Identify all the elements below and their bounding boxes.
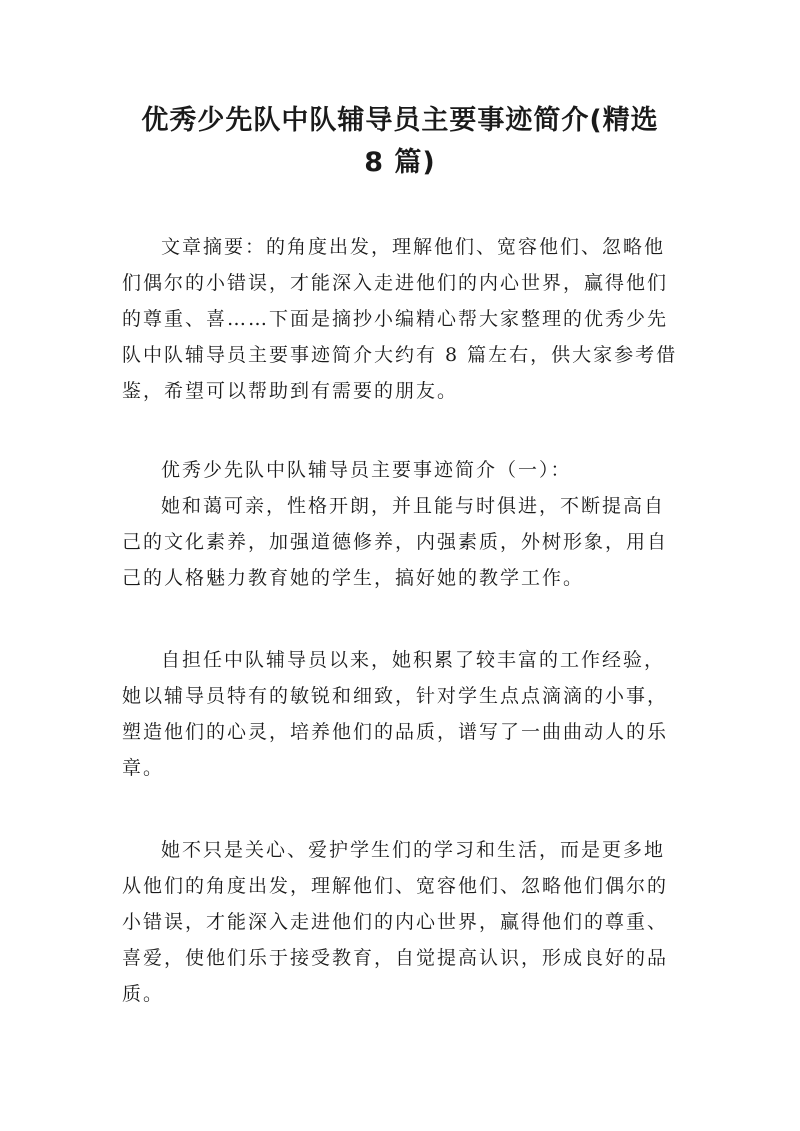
paragraph-2-line-4: 章。 <box>122 757 165 779</box>
paragraph-3-line-4: 喜爱，使他们乐于接受教育，自觉提高认识，形成良好的品 <box>122 947 669 969</box>
paragraph-1-line-2: 己的文化素养，加强道德修养，内强素质，外树形象，用自 <box>122 531 669 553</box>
document-title-line-1: 优秀少先队中队辅导员主要事迹简介(精选 <box>141 105 659 136</box>
paragraph-1-line-1: 她和蔼可亲，性格开朗，并且能与时俱进，不断提高自 <box>161 495 666 517</box>
paragraph-2-line-2: 她以辅导员特有的敏锐和细致，针对学生点点滴滴的小事， <box>122 685 669 707</box>
abstract-line-3: 的尊重、喜……下面是摘抄小编精心帮大家整理的优秀少先 <box>122 308 669 330</box>
paragraph-3-line-2: 从他们的角度出发，理解他们、宽容他们、忽略他们偶尔的 <box>122 875 669 897</box>
document-title-line-2: 8 篇) <box>364 147 436 178</box>
abstract-line-4: 队中队辅导员主要事迹简介大约有 8 篇左右，供大家参考借 <box>122 344 678 366</box>
paragraph-3-line-5: 质。 <box>122 983 165 1005</box>
abstract-line-5: 鉴，希望可以帮助到有需要的朋友。 <box>122 380 459 402</box>
paragraph-1-line-3: 己的人格魅力教育她的学生，搞好她的教学工作。 <box>122 567 585 589</box>
paragraph-2-line-1: 自担任中队辅导员以来，她积累了较丰富的工作经验， <box>161 649 666 671</box>
abstract-line-2: 们偶尔的小错误，才能深入走进他们的内心世界，赢得他们 <box>122 272 669 294</box>
paragraph-3-line-1: 她不只是关心、爱护学生们的学习和生活，而是更多地 <box>161 839 666 861</box>
paragraph-3-line-3: 小错误，才能深入走进他们的内心世界，赢得他们的尊重、 <box>122 911 669 933</box>
section-heading: 优秀少先队中队辅导员主要事迹简介（一）： <box>161 459 572 481</box>
paragraph-2-line-3: 塑造他们的心灵，培养他们的品质，谱写了一曲曲动人的乐 <box>122 721 669 743</box>
abstract-line-1: 文章摘要：的角度出发，理解他们、宽容他们、忽略他 <box>161 236 666 258</box>
